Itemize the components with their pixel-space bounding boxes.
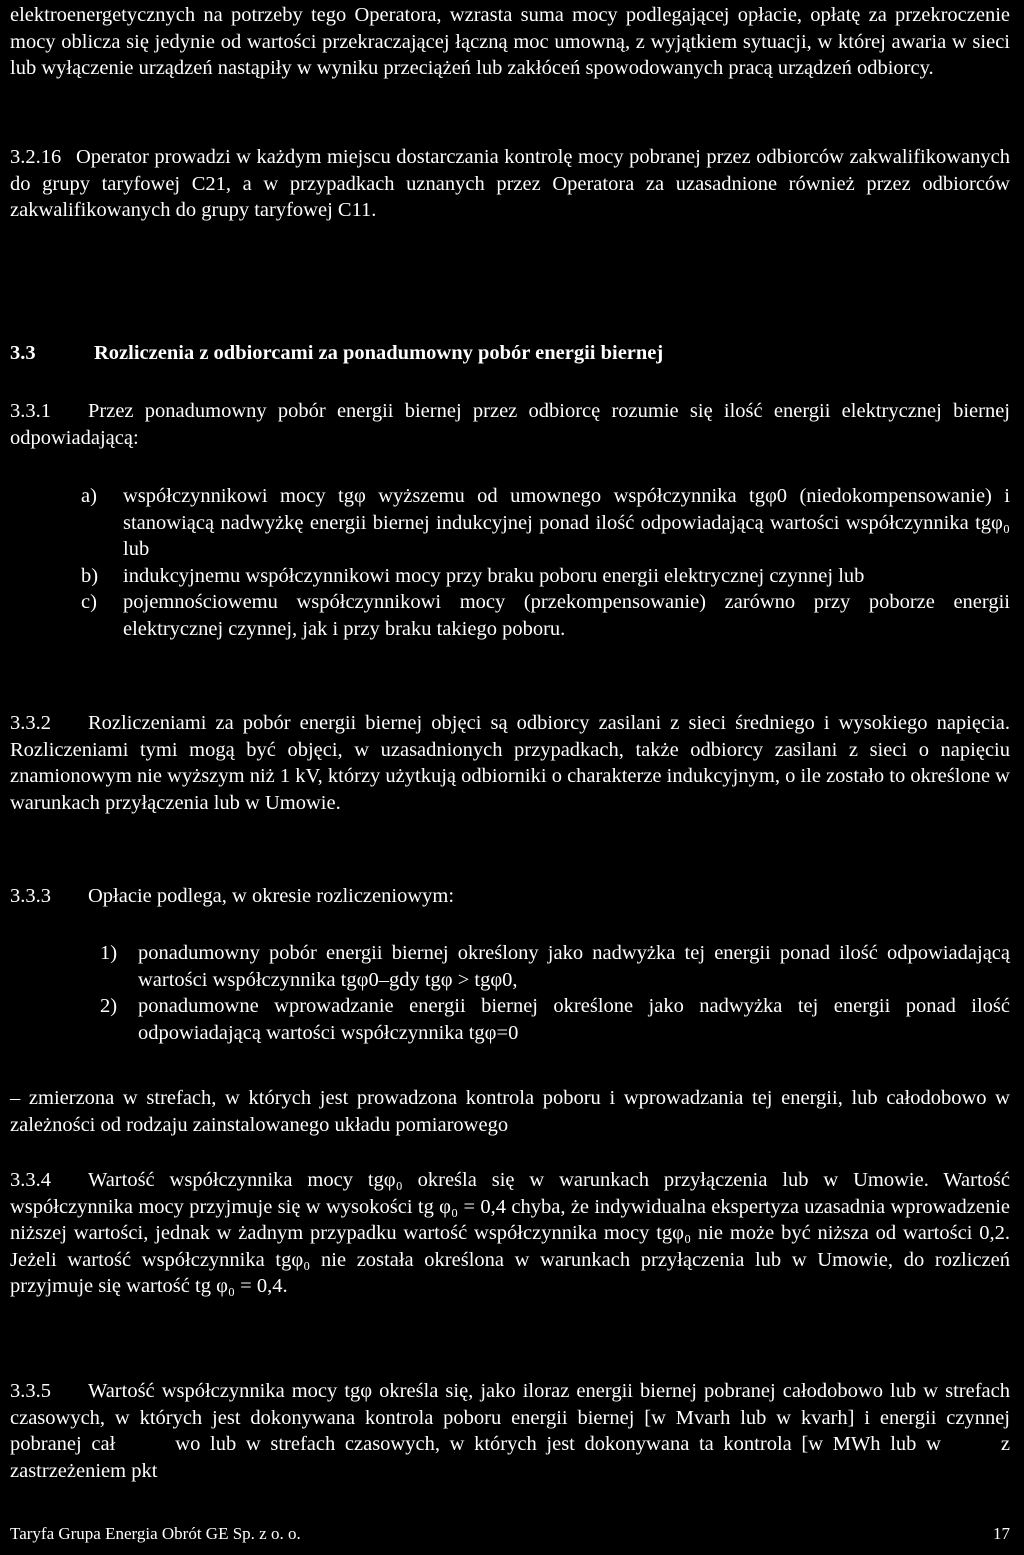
section-text: Opłacie podlega, w okresie rozliczeniowym: (88, 885, 455, 907)
section-3-3-1 (10, 398, 1010, 451)
list-item-text: pojemnościowemu współczynnikowi mocy (przekompensowanie) zarówno przy poborze energii elektrycznej czynnej, jak i przy braku takiego poboru. (123, 591, 1010, 640)
list-marker: 2) (100, 995, 118, 1017)
paragraph-continuation (10, 2, 1010, 82)
section-text: Przez ponadumowny pobór energii biernej przez odbiorcę rozumie się ilość energii elektrycznej biernej odpowiadającą: (10, 400, 1010, 449)
section-number: 3.2.16 (10, 146, 62, 168)
section-3-2-16 (10, 144, 1010, 224)
section-number: 3.3.5 (10, 1380, 51, 1402)
list-item-text: ponadumowny pobór energii biernej określony jako nadwyżka tej energii ponad ilość odpowiadającą wartości współczynnika tgφ0–gdy tgφ > tgφ0, (138, 942, 1010, 991)
list-item-text: współczynnikowi mocy tgφ wyższemu od umownego współczynnika tgφ0 (niedokompensowanie) i stanowiącą nadwyżkę energii biernej indukcyjnej ponad ilość odpowiadającą wartości współczynnika tgφ₀ lub (123, 485, 1010, 560)
section-heading-3-3 (10, 340, 1010, 367)
section-text-part-2: wo lub w strefach czasowych, w których jest dokonywana ta kontrola [w MWh lub w (175, 1433, 941, 1455)
section-number: 3.3.2 (10, 712, 51, 734)
paragraph-text: elektroenergetycznych na potrzeby tego Operatora, wzrasta suma mocy podlegającej opłacie, opłatę za przekroczenie mocy oblicza się jedynie od wartości przekraczającej łączną moc umowną, z wyjątkiem sytuacji, w której awaria w sieci lub wyłączenie urządzeń nastąpiły w wyniku przeciążeń lub zakłóceń spowodowanych pracą urządzeń odbiorcy. (10, 4, 1010, 79)
list-item (100, 940, 1010, 993)
page-footer (10, 1523, 1010, 1545)
page-number: 17 (993, 1524, 1010, 1543)
section-3-3-3 (10, 883, 1010, 910)
list-item-text: ponadumowne wprowadzanie energii biernej określone jako nadwyżka tej energii ponad ilość odpowiadającą wartości współczynnika tgφ=0 (138, 995, 1010, 1044)
list-3-3-1 (81, 483, 1010, 642)
list-item (100, 993, 1010, 1046)
list-marker: c) (81, 591, 97, 613)
section-3-3-3-tail (10, 1085, 1010, 1138)
list-3-3-3 (100, 940, 1010, 1046)
section-text: Wartość współczynnika mocy tgφ₀ określa się w warunkach przyłączenia lub w Umowie. Wartość współczynnika mocy przyjmuje się w wysokości tg φ₀ = 0,4 chyba, że indywidualna ekspertyza uzasadnia wprowadzenie niższej wartości, jednak w żadnym przypadku wartość współczynnika mocy tgφ₀ nie może być niższa od wartości 0,2. Jeżeli wartość współczynnika tgφ₀ nie została określona w warunkach przyłączenia lub w Umowie, do rozliczeń przyjmuje się wartość tg φ₀ = 0,4. (10, 1169, 1010, 1297)
list-item (81, 483, 1010, 563)
list-marker: b) (81, 564, 99, 587)
list-marker: 1) (100, 942, 118, 964)
list-item (81, 563, 1010, 590)
list-marker: a) (81, 485, 97, 507)
section-number: 3.3.3 (10, 885, 51, 907)
section-number: 3.3.1 (10, 400, 51, 422)
list-item (81, 589, 1010, 642)
list-item-text: indukcyjnemu współczynnikowi mocy przy braku poboru energii elektrycznej czynnej lub (123, 564, 865, 587)
section-3-3-4 (10, 1167, 1010, 1300)
section-text-part-1: Wartość współczynnika mocy tgφ określa się, jako iloraz energii biernej pobranej całodobowo lub w strefach czasowych, w których jest dokonywana kontrola poboru energii biernej [w Mvarh lub w kvarh] i energii czynnej pobranej cał (10, 1380, 1010, 1455)
section-text-part-3: z zastrzeżeniem pkt (10, 1433, 1010, 1482)
section-text: – zmierzona w strefach, w których jest prowadzona kontrola poboru i wprowadzania tej energii, lub całodobowo w zależności od rodzaju zainstalowanego układu pomiarowego (10, 1087, 1010, 1136)
section-3-3-2 (10, 710, 1010, 816)
section-number: 3.3.4 (10, 1169, 51, 1191)
section-text: Rozliczeniami za pobór energii biernej objęci są odbiorcy zasilani z sieci średniego i wysokiego napięcia. Rozliczeniami tymi mogą być objęci, w uzasadnionych przypadkach, także odbiorcy zasilani z sieci o napięciu znamionowym nie wyższym niż 1 kV, którzy użytkują odbiorniki o charakterze indukcyjnym, o ile zostało to określone w warunkach przyłączenia lub w Umowie. (10, 712, 1010, 814)
heading-text: Rozliczenia z odbiorcami za ponadumowny pobór energii biernej (94, 342, 664, 364)
section-3-3-5 (10, 1378, 1010, 1484)
section-text: Operator prowadzi w każdym miejscu dostarczania kontrolę mocy pobranej przez odbiorców zakwalifikowanych do grupy taryfowej C21, a w przypadkach uznanych przez Operatora za uzasadnione również przez odbiorców zakwalifikowanych do grupy taryfowej C11. (10, 146, 1010, 221)
footer-title: Taryfa Grupa Energia Obrót GE Sp. z o. o. (10, 1524, 301, 1543)
heading-number: 3.3 (10, 342, 36, 364)
